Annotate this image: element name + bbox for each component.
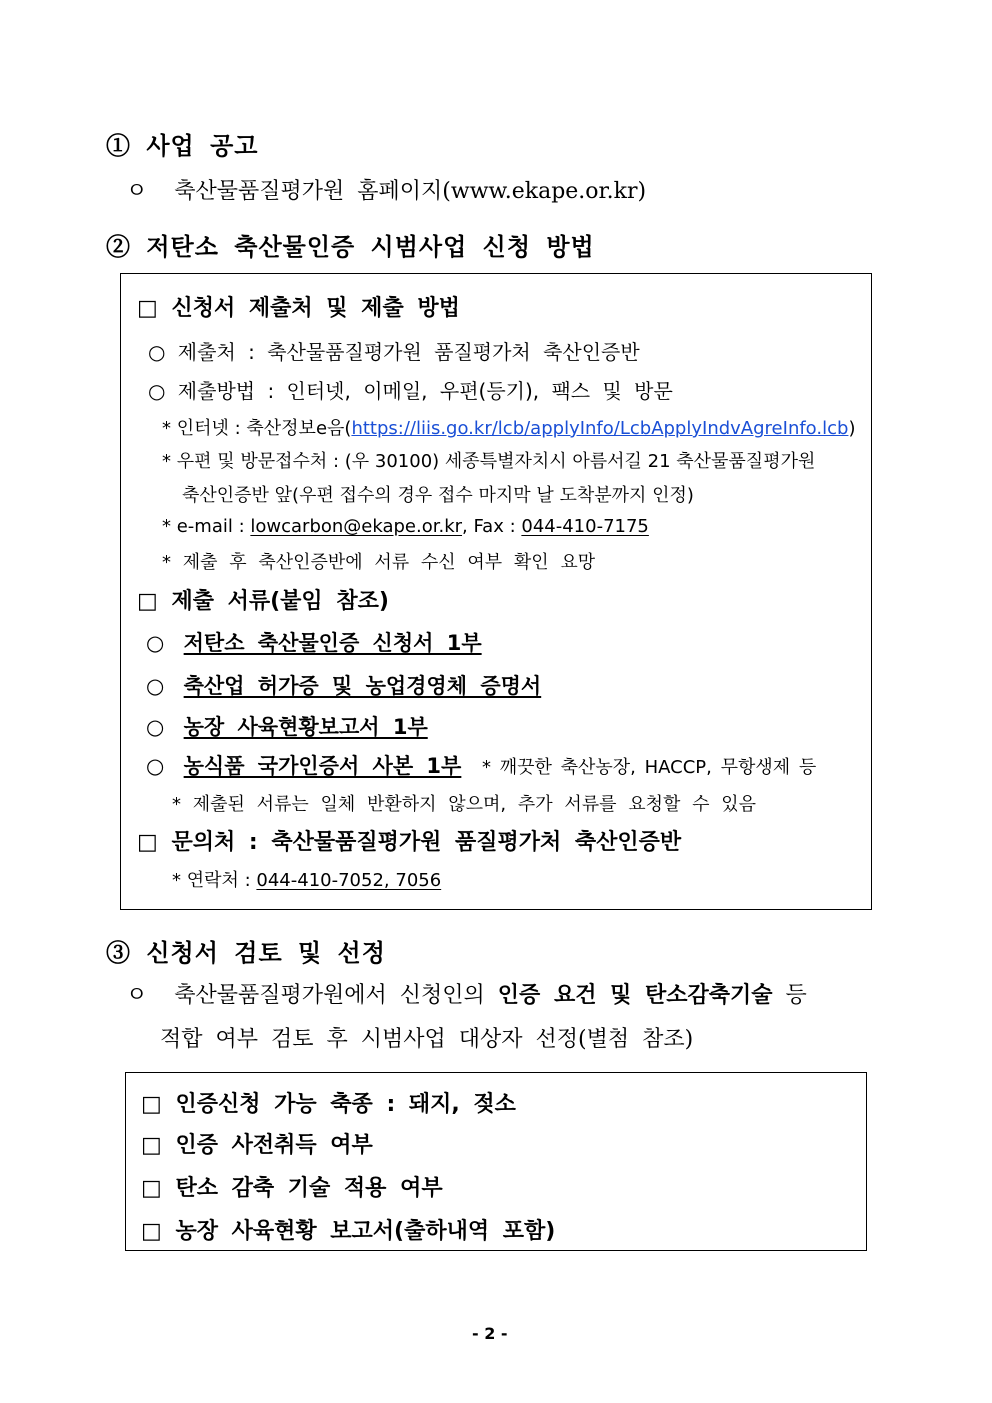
- phone-number: 044-410-7052, 7056: [256, 870, 442, 891]
- section2-heading: ② 저탄소 축산물인증 시범사업 신청 방법: [106, 232, 595, 261]
- bullet: ○: [146, 631, 165, 655]
- homepage-text: 축산물품질평가원 홈페이지(www.ekape.or.kr): [174, 179, 647, 204]
- fax-number: 044-410-7175: [521, 516, 649, 537]
- section1-heading: ① 사업 공고: [106, 131, 259, 160]
- email-prefix: * e-mail :: [162, 516, 251, 537]
- criteria-item: □ 탄소 감축 기술 적용 여부: [141, 1176, 443, 1201]
- review-paragraph-line1: [126, 978, 807, 1009]
- document-text: 축산업 허가증 및 농업경영체 증명서: [183, 674, 542, 698]
- review-paragraph-line2: 적합 여부 검토 후 시범사업 대상자 선정(별첨 참조): [160, 1027, 694, 1052]
- submit-place-item: ○ 제출처 : 축산물품질평가원 품질평가처 축산인증반: [148, 340, 640, 364]
- bullet: ㅇ: [126, 179, 148, 204]
- document-item: [146, 750, 461, 780]
- confirm-note: * 제출 후 축산인증반에 서류 수신 여부 확인 요망: [162, 552, 596, 573]
- review-bold-text: 인증 요건 및 탄소감축기술: [497, 982, 773, 1008]
- internet-note-prefix: * 인터넷 : 축산정보e음(: [162, 418, 352, 439]
- contact-heading: □ 문의처 : 축산물품질평가원 품질평가처 축산인증반: [137, 830, 682, 855]
- criteria-item: □ 농장 사육현황 보고서(출하내역 포함): [141, 1219, 556, 1244]
- section1-item: [126, 174, 646, 205]
- mail-note-line1: * 우편 및 방문접수처 : (우 30100) 세종특별자치시 아름서길 21 축산물품질평가원: [162, 451, 816, 472]
- page-number: - 2 -: [472, 1324, 508, 1343]
- phone-prefix: * 연락처 :: [172, 870, 257, 891]
- document-text: 저탄소 축산물인증 신청서 1부: [183, 631, 482, 655]
- email-fax-note: [162, 516, 649, 537]
- apply-link[interactable]: https://liis.go.kr/lcb/applyInfo/LcbApplyIndvAgreInfo.lcb: [351, 418, 849, 439]
- review-text: 축산물품질평가원에서 신청인의: [174, 983, 498, 1008]
- section3-heading: ③ 신청서 검토 및 선정: [106, 938, 386, 967]
- bullet: ○: [146, 754, 165, 778]
- document-item: [146, 711, 428, 741]
- bullet: ㅇ: [126, 983, 148, 1008]
- review-text-end: 등: [772, 983, 807, 1008]
- document-item: [146, 670, 541, 700]
- mail-note-line2: 축산인증반 앞(우편 접수의 경우 접수 마지막 날 도착분까지 인정): [182, 485, 694, 506]
- criteria-item: □ 인증 사전취득 여부: [141, 1133, 373, 1158]
- contact-phone: [172, 866, 441, 892]
- bullet: ○: [146, 674, 165, 698]
- document-text: 농식품 국가인증서 사본 1부: [183, 754, 462, 778]
- documents-note: * 제출된 서류는 일체 반환하지 않으며, 추가 서류를 요청할 수 있음: [172, 794, 757, 815]
- email-address[interactable]: lowcarbon@ekape.or.kr: [250, 516, 463, 537]
- submit-place-heading: □ 신청서 제출처 및 제출 방법: [137, 296, 460, 321]
- submit-method-item: ○ 제출방법 : 인터넷, 이메일, 우편(등기), 팩스 및 방문: [148, 379, 673, 403]
- criteria-item: □ 인증신청 가능 축종 : 돼지, 젖소: [141, 1092, 516, 1117]
- fax-prefix: , Fax :: [462, 516, 522, 537]
- documents-heading: □ 제출 서류(붙임 참조): [137, 589, 389, 614]
- internet-note: [162, 414, 855, 440]
- certificate-examples-note: * 깨끗한 축산농장, HACCP, 무항생제 등: [482, 757, 817, 778]
- internet-note-suffix: ): [848, 418, 856, 439]
- document-text: 농장 사육현황보고서 1부: [183, 715, 428, 739]
- bullet: ○: [146, 715, 165, 739]
- document-item: [146, 627, 482, 657]
